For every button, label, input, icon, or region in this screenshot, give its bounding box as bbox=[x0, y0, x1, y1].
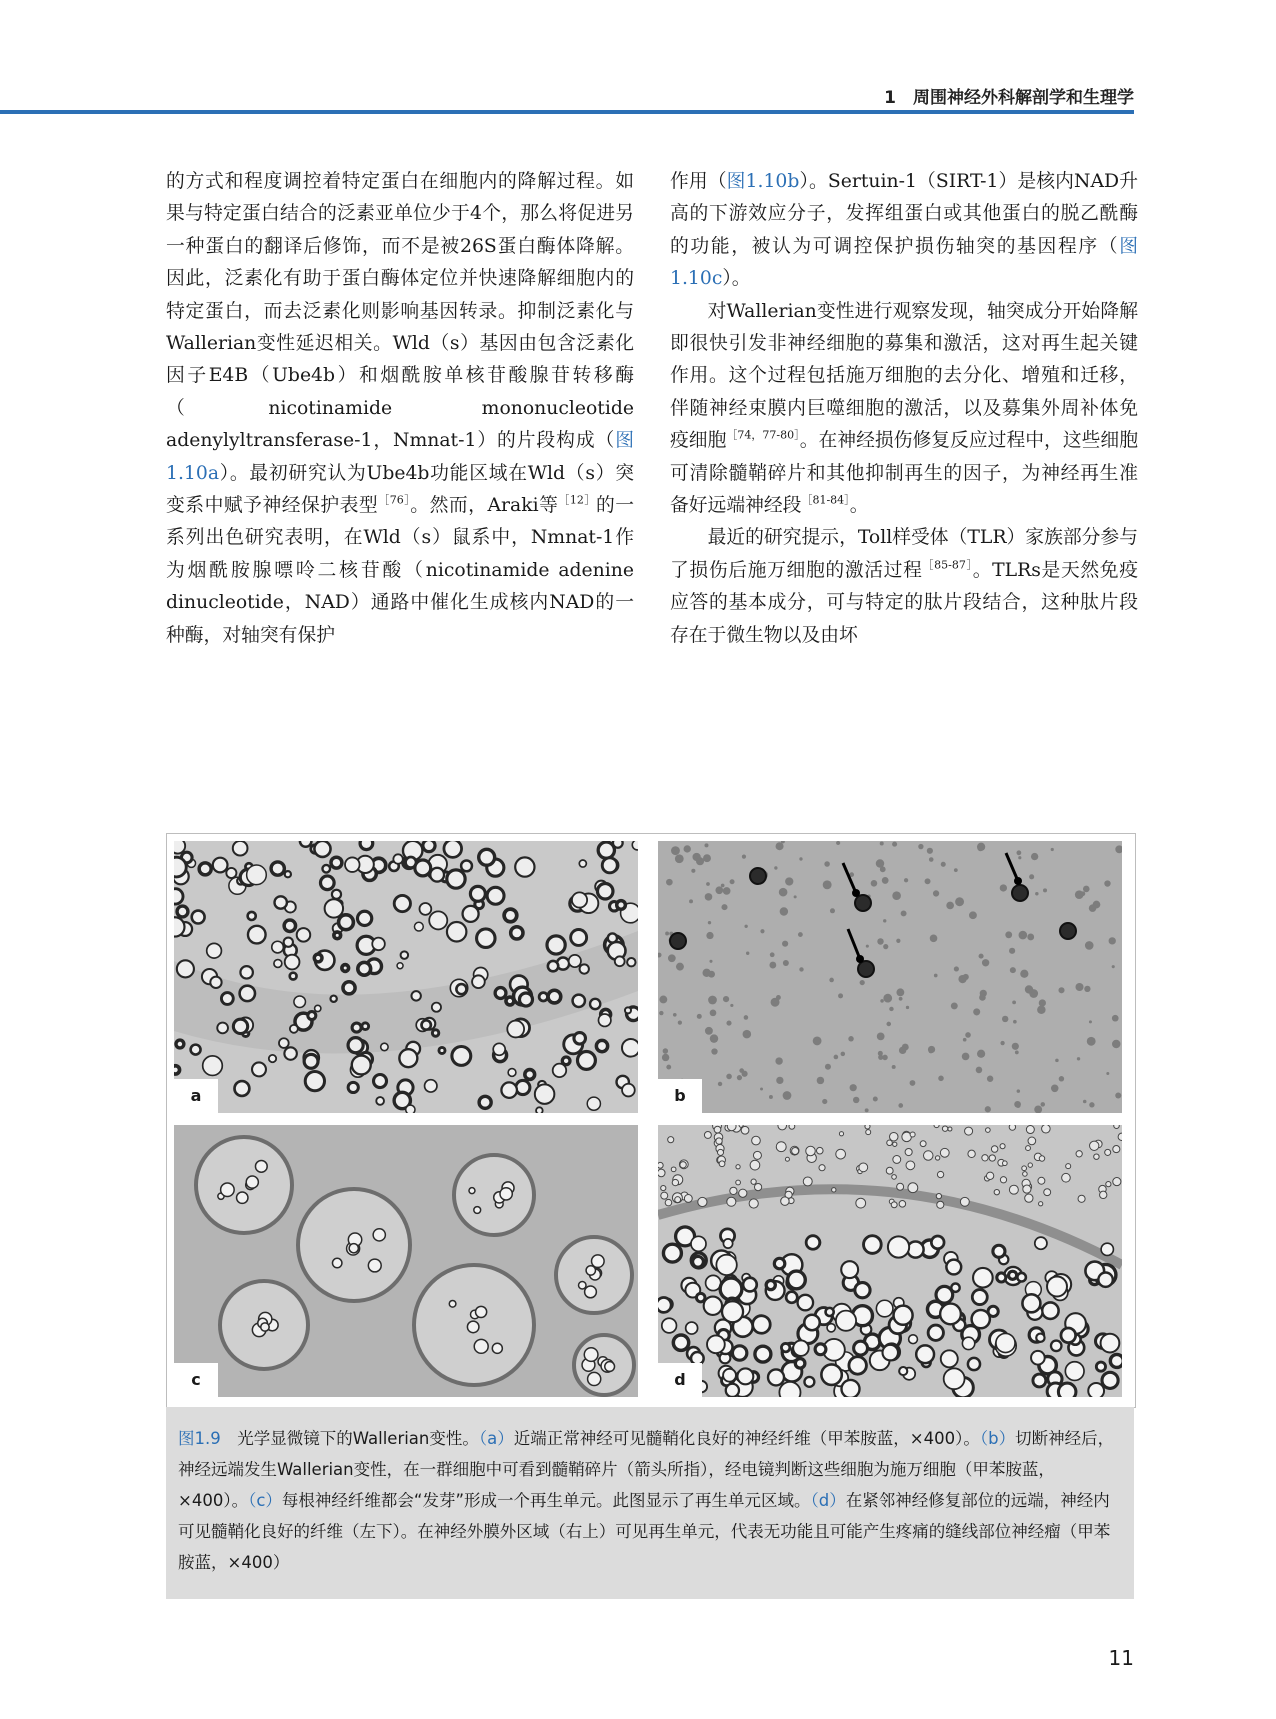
caption-tag-d: （d） bbox=[810, 1491, 846, 1510]
panel-label-c: c bbox=[174, 1363, 218, 1397]
micrograph-panel-d bbox=[658, 1125, 1122, 1397]
micrograph-d-image bbox=[658, 1125, 1122, 1397]
text-run: 对Wallerian变性进行观察发现，轴突成分开始降解即很快引发非神经细胞的募集和激活，这对再生起关键作用。这个过程包括施万细胞的去分化、增殖和迁移，伴随神经束膜内巨噬细胞的激活，以及募集外周补体免疫细胞 bbox=[670, 300, 1138, 452]
page-number: 11 bbox=[1108, 1646, 1134, 1670]
caption-text-d: 在紧邻神经修复部位的远端，神经内可见髓鞘化良好的纤维（左下）。在神经外膜外区域（右上）可见再生单元，代表无功能且可能产生疼痛的缝线部位神经瘤（甲苯胺蓝，×400） bbox=[178, 1491, 1111, 1572]
caption-title: 光学显微镜下的Wallerian变性。 bbox=[220, 1429, 479, 1448]
text-run: 。TLRs是天然免疫应答的基本成分，可与特定的肽片段结合，这种肽片段存在于微生物以及由坏 bbox=[670, 559, 1139, 646]
citation: ［81-84］ bbox=[801, 493, 850, 507]
citation: ［76］ bbox=[378, 493, 411, 507]
micrograph-panel-a bbox=[174, 841, 638, 1113]
running-head: 1 周围神经外科解剖学和生理学 bbox=[884, 88, 1134, 108]
panel-label-a: a bbox=[174, 1079, 218, 1113]
citation: ［12］ bbox=[558, 493, 596, 507]
micrograph-a-image bbox=[174, 841, 638, 1113]
panel-label-b: b bbox=[658, 1079, 702, 1113]
text-run: 。在神经损伤修复反应过程中，这些细胞可清除髓鞘碎片和其他抑制再生的因子，为神经再生准备好远端神经段 bbox=[670, 430, 1139, 517]
text-run: 的一系列出色研究表明，在Wld（s）鼠系中，Nmnat-1作为烟酰胺腺嘌呤二核苷酸（nicotinamide adenine dinucleotide，NAD）通路中催化生成核内NAD的一种酶，对轴突有保护 bbox=[166, 495, 635, 646]
caption-text-c: 每根神经纤维都会“发芽”形成一个再生单元。此图显示了再生单元区域。 bbox=[281, 1491, 811, 1510]
text-run: ）。 bbox=[722, 268, 751, 290]
caption-tag-b: （b） bbox=[979, 1429, 1016, 1448]
citation: ［85-87］ bbox=[922, 558, 973, 572]
left-column bbox=[166, 166, 634, 652]
header-rule bbox=[0, 110, 1134, 114]
text-run: 。 bbox=[849, 495, 869, 517]
text-run: 的方式和程度调控着特定蛋白在细胞内的降解过程。如果与特定蛋白结合的泛素亚单位少于4个，那么将促进另一种蛋白的翻译后修饰，而不是被26S蛋白酶体降解。因此，泛素化有助于蛋白酶体定位并快速降解细胞内的特定蛋白，而去泛素化则影响基因转录。抑制泛素化与Wallerian变性延迟相关。Wld（s）基因由包含泛素化因子E4B（Ube4b）和烟酰胺单核苷酸腺苷转移酶（nicotinamide mononucleotide adenylyltransferase-1，Nmnat-1）的片段构成（ bbox=[166, 171, 634, 452]
paragraph bbox=[670, 296, 1138, 523]
caption-text-b: 切断神经后，神经远端发生Wallerian变性，在一群细胞中可看到髓鞘碎片（箭头所指），经电镜判断这些细胞为施万细胞（甲苯胺蓝，×400）。 bbox=[178, 1429, 1115, 1510]
figure-caption bbox=[166, 1407, 1134, 1599]
right-column bbox=[670, 166, 1138, 652]
citation: ［74，77-80］ bbox=[726, 428, 800, 442]
text-run: ）。最初研究认为Ube4b功能区域在Wld（s）突变系中赋予神经保护表型 bbox=[166, 462, 634, 517]
paragraph bbox=[670, 166, 1138, 296]
micrograph-panel-c bbox=[174, 1125, 638, 1397]
paragraph bbox=[670, 522, 1138, 652]
text-run: 。然而，Araki等 bbox=[410, 495, 559, 517]
figure-reference-link[interactable]: 图1.10c bbox=[670, 235, 1138, 290]
text-run: 作用（ bbox=[670, 171, 727, 192]
micrograph-c-image bbox=[174, 1125, 638, 1397]
caption-text-a: 近端正常神经可见髓鞘化良好的神经纤维（甲苯胺蓝，×400）。 bbox=[513, 1429, 980, 1448]
figure-1-9 bbox=[166, 833, 1136, 1408]
text-run: ）。Sertuin-1（SIRT-1）是核内NAD升高的下游效应分子，发挥组蛋白或其他蛋白的脱乙酰酶的功能，被认为可调控保护损伤轴突的基因程序（ bbox=[670, 171, 1139, 257]
paragraph bbox=[166, 166, 634, 652]
figure-reference-link[interactable]: 图1.10b bbox=[726, 171, 800, 192]
panel-label-d: d bbox=[658, 1363, 702, 1397]
micrograph-panel-b bbox=[658, 841, 1122, 1113]
caption-tag-c: （c） bbox=[248, 1491, 282, 1510]
caption-tag-a: （a） bbox=[478, 1429, 514, 1448]
text-run: 最近的研究提示，Toll样受体（TLR）家族部分参与了损伤后施万细胞的激活过程 bbox=[670, 527, 1138, 581]
caption-figure-label: 图1.9 bbox=[178, 1429, 221, 1448]
figure-reference-link[interactable]: 图1.10a bbox=[166, 430, 634, 484]
micrograph-b-image bbox=[658, 841, 1122, 1113]
